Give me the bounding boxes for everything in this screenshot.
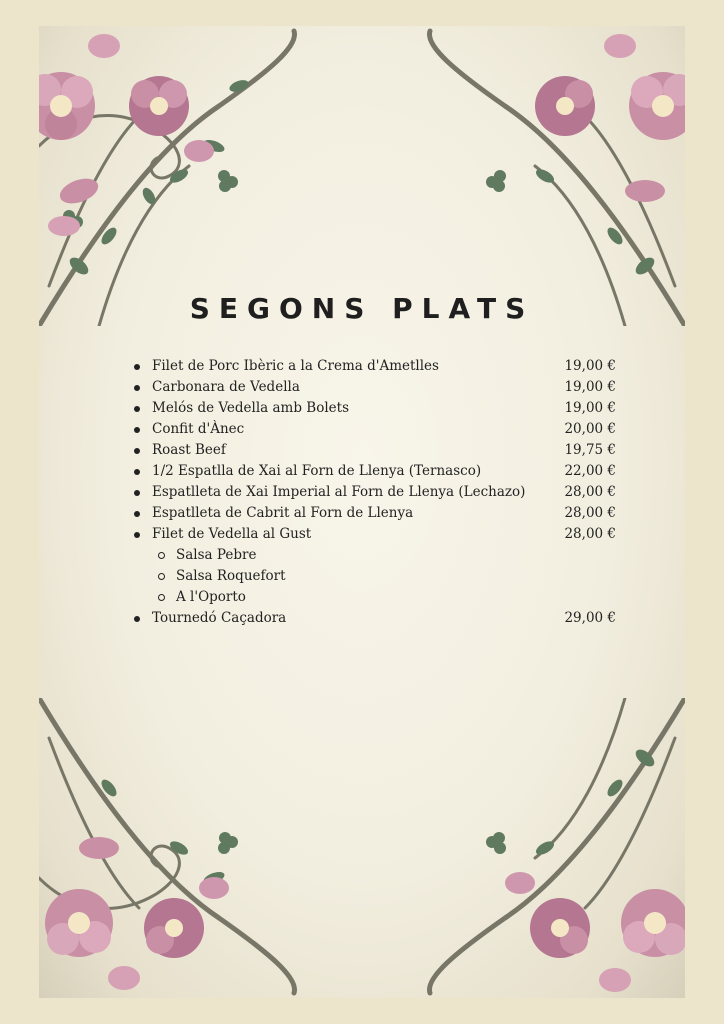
dish-item [0, 419, 724, 440]
dish-price: 28,00 € [564, 526, 616, 542]
menu-title: SEGONS PLATS [189, 292, 535, 325]
dish-item [0, 377, 724, 398]
bullet-icon [134, 616, 140, 622]
bullet-icon [134, 448, 140, 454]
dish-list [0, 356, 724, 629]
dish-price: 19,00 € [564, 358, 616, 374]
bullet-icon [134, 532, 140, 538]
sauce-option [0, 545, 724, 566]
floral-ornament-top-left [39, 26, 309, 326]
dish-item [0, 440, 724, 461]
dish-name: Carbonara de Vedella [152, 379, 300, 395]
dish-price: 28,00 € [564, 484, 616, 500]
dish-price: 19,00 € [564, 400, 616, 416]
dish-item [0, 461, 724, 482]
floral-ornament-bottom-right [415, 698, 685, 998]
dish-name: Roast Beef [152, 442, 226, 458]
dish-price: 20,00 € [564, 421, 616, 437]
floral-ornament-bottom-left [39, 698, 309, 998]
dish-name: Filet de Vedella al Gust [152, 526, 312, 542]
bullet-icon [134, 469, 140, 475]
bullet-icon [134, 427, 140, 433]
dish-name: Melós de Vedella amb Bolets [152, 400, 349, 416]
sauce-option [0, 587, 724, 608]
dish-name: Confit d'Ànec [152, 421, 245, 437]
dish-item [0, 398, 724, 419]
floral-ornament-top-right [415, 26, 685, 326]
sauce-option [0, 566, 724, 587]
bullet-icon [134, 385, 140, 391]
sauce-name: A l'Oporto [176, 589, 246, 605]
dish-price: 28,00 € [564, 505, 616, 521]
bullet-icon [134, 364, 140, 370]
dish-item [0, 524, 724, 545]
dish-price: 22,00 € [564, 463, 616, 479]
dish-price: 29,00 € [564, 610, 616, 626]
dish-name: Filet de Porc Ibèric a la Crema d'Ametlles [152, 358, 439, 374]
circle-bullet-icon [158, 594, 165, 601]
sauce-name: Salsa Pebre [176, 547, 257, 563]
dish-item [0, 356, 724, 377]
bullet-icon [134, 490, 140, 496]
dish-name: Espatlleta de Cabrit al Forn de Llenya [152, 505, 414, 521]
dish-item [0, 482, 724, 503]
circle-bullet-icon [158, 573, 165, 580]
dish-item [0, 608, 724, 629]
dish-price: 19,00 € [564, 379, 616, 395]
dish-name: 1/2 Espatlla de Xai al Forn de Llenya (Ternasco) [152, 463, 482, 479]
bullet-icon [134, 511, 140, 517]
circle-bullet-icon [158, 552, 165, 559]
dish-name: Tournedó Caçadora [152, 610, 287, 626]
dish-name: Espatlleta de Xai Imperial al Forn de Llenya (Lechazo) [152, 484, 526, 500]
sauce-name: Salsa Roquefort [176, 568, 286, 584]
dish-item [0, 503, 724, 524]
dish-price: 19,75 € [564, 442, 616, 458]
bullet-icon [134, 406, 140, 412]
